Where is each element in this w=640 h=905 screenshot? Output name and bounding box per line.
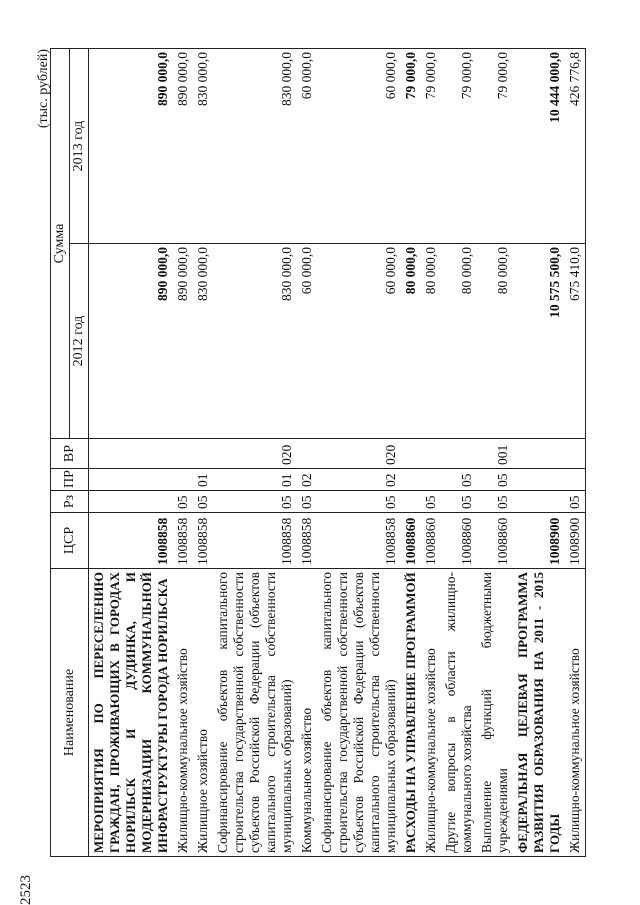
header-name: Наименование [51,569,89,857]
row-vr [513,439,565,469]
row-vr [401,439,421,469]
row-name: Другие вопросы в области жилищно-коммунального хозяйства [441,569,477,857]
row-tsr: 1008860 [441,513,477,569]
row-rz: 05 [297,491,317,513]
row-amount-2012: 80 000,0 [421,244,441,439]
row-rz: 05 [193,491,213,513]
row-amount-2012: 830 000,0 [213,244,297,439]
row-vr [173,439,193,469]
row-tsr: 1008858 [297,513,317,569]
header-2013: 2013 год [70,49,89,244]
row-rz [89,491,174,513]
row-pr [565,469,586,491]
row-amount-2013: 60 000,0 [317,49,401,244]
header-vr: ВР [51,439,89,469]
header-rz: Рз [51,491,89,513]
row-pr [89,469,174,491]
row-amount-2013: 79 000,0 [441,49,477,244]
row-amount-2012: 60 000,0 [317,244,401,439]
row-amount-2013: 426 776,8 [565,49,586,244]
row-amount-2013: 79 000,0 [421,49,441,244]
row-name: ФЕДЕРАЛЬНАЯ ЦЕЛЕВАЯ ПРОГРАММА РАЗВИТИЯ ОБРАЗОВАНИЯ НА 2011 - 2015 ГОДЫ [513,569,565,857]
row-pr: 05 [477,469,513,491]
row-amount-2013: 830 000,0 [213,49,297,244]
row-tsr: 1008858 [173,513,193,569]
row-name: Софинансирование объектов капитального строительства государственной собственности субъектов Российской Федерации (объектов капитального строительства собственности муниципальных образований) [213,569,297,857]
row-pr [173,469,193,491]
row-tsr: 1008860 [421,513,441,569]
row-pr [513,469,565,491]
row-name: Жилищно-коммунальное хозяйство [421,569,441,857]
budget-table [50,48,586,857]
row-amount-2013: 60 000,0 [297,49,317,244]
row-amount-2012: 80 000,0 [401,244,421,439]
row-amount-2013: 830 000,0 [193,49,213,244]
row-vr [441,439,477,469]
row-amount-2013: 890 000,0 [89,49,174,244]
row-rz: 05 [173,491,193,513]
row-amount-2012: 675 410,0 [565,244,586,439]
row-vr [565,439,586,469]
row-name: Жилищно-коммунальное хозяйство [173,569,193,857]
row-pr: 01 [213,469,297,491]
row-tsr: 1008900 [513,513,565,569]
row-tsr: 1008858 [317,513,401,569]
row-tsr: 1008858 [193,513,213,569]
row-rz: 05 [441,491,477,513]
header-pr: ПР [51,469,89,491]
row-vr [89,439,174,469]
table-row [421,49,441,857]
row-pr: 01 [193,469,213,491]
row-rz: 05 [421,491,441,513]
row-vr [421,439,441,469]
header-sum: Сумма [51,49,70,439]
row-pr [421,469,441,491]
row-name: Коммунальное хозяйство [297,569,317,857]
table-row [213,49,297,857]
row-rz [401,491,421,513]
row-name: Жилищное хозяйство [193,569,213,857]
row-amount-2012: 890 000,0 [173,244,193,439]
row-tsr: 1008900 [565,513,586,569]
row-amount-2012: 10 575 500,0 [513,244,565,439]
table-row [297,49,317,857]
table-body [89,49,586,857]
page-number: 2523 [18,875,34,905]
table-row [565,49,586,857]
row-name: Софинансирование объектов капитального строительства государственной собственности субъектов Российской Федерации (объектов капитального строительства собственности муниципальных образований) [317,569,401,857]
row-tsr: 1008860 [477,513,513,569]
row-pr: 02 [297,469,317,491]
row-tsr: 1008858 [89,513,174,569]
table-row [513,49,565,857]
row-vr: 020 [317,439,401,469]
row-rz: 05 [477,491,513,513]
row-amount-2013: 79 000,0 [401,49,421,244]
row-amount-2012: 80 000,0 [477,244,513,439]
row-amount-2012: 80 000,0 [441,244,477,439]
table-row [173,49,193,857]
units-label: (тыс. рублей) [36,49,51,129]
row-pr: 05 [441,469,477,491]
row-amount-2013: 10 444 000,0 [513,49,565,244]
row-vr: 020 [213,439,297,469]
header-2012: 2012 год [70,244,89,439]
table-row [401,49,421,857]
row-rz: 05 [317,491,401,513]
table-row [477,49,513,857]
table-row [89,49,174,857]
row-amount-2012: 890 000,0 [89,244,174,439]
row-name: Жилищно-коммунальное хозяйство [565,569,586,857]
row-pr [401,469,421,491]
row-tsr: 1008858 [213,513,297,569]
table-row [317,49,401,857]
table-row [193,49,213,857]
row-rz [513,491,565,513]
row-vr [297,439,317,469]
row-name: МЕРОПРИЯТИЯ ПО ПЕРЕСЕЛЕНИЮ ГРАЖДАН, ПРОЖИВАЮЩИХ В ГОРОДАХ НОРИЛЬСК И ДУДИНКА, И МОДЕРНИЗАЦИИ КОММУНАЛЬНОЙ ИНФРАСТРУКТУРЫ ГОРОДА НОРИЛЬСКА [89,569,174,857]
row-name: РАСХОДЫ НА УПРАВЛЕНИЕ ПРОГРАММОЙ [401,569,421,857]
row-amount-2012: 830 000,0 [193,244,213,439]
row-tsr: 1008860 [401,513,421,569]
table-row [441,49,477,857]
row-vr: 001 [477,439,513,469]
row-pr: 02 [317,469,401,491]
row-name: Выполнение функций бюджетными учреждениями [477,569,513,857]
row-rz: 05 [213,491,297,513]
row-rz: 05 [565,491,586,513]
row-amount-2012: 60 000,0 [297,244,317,439]
header-tsr: ЦСР [51,513,89,569]
row-amount-2013: 890 000,0 [173,49,193,244]
row-vr [193,439,213,469]
row-amount-2013: 79 000,0 [477,49,513,244]
